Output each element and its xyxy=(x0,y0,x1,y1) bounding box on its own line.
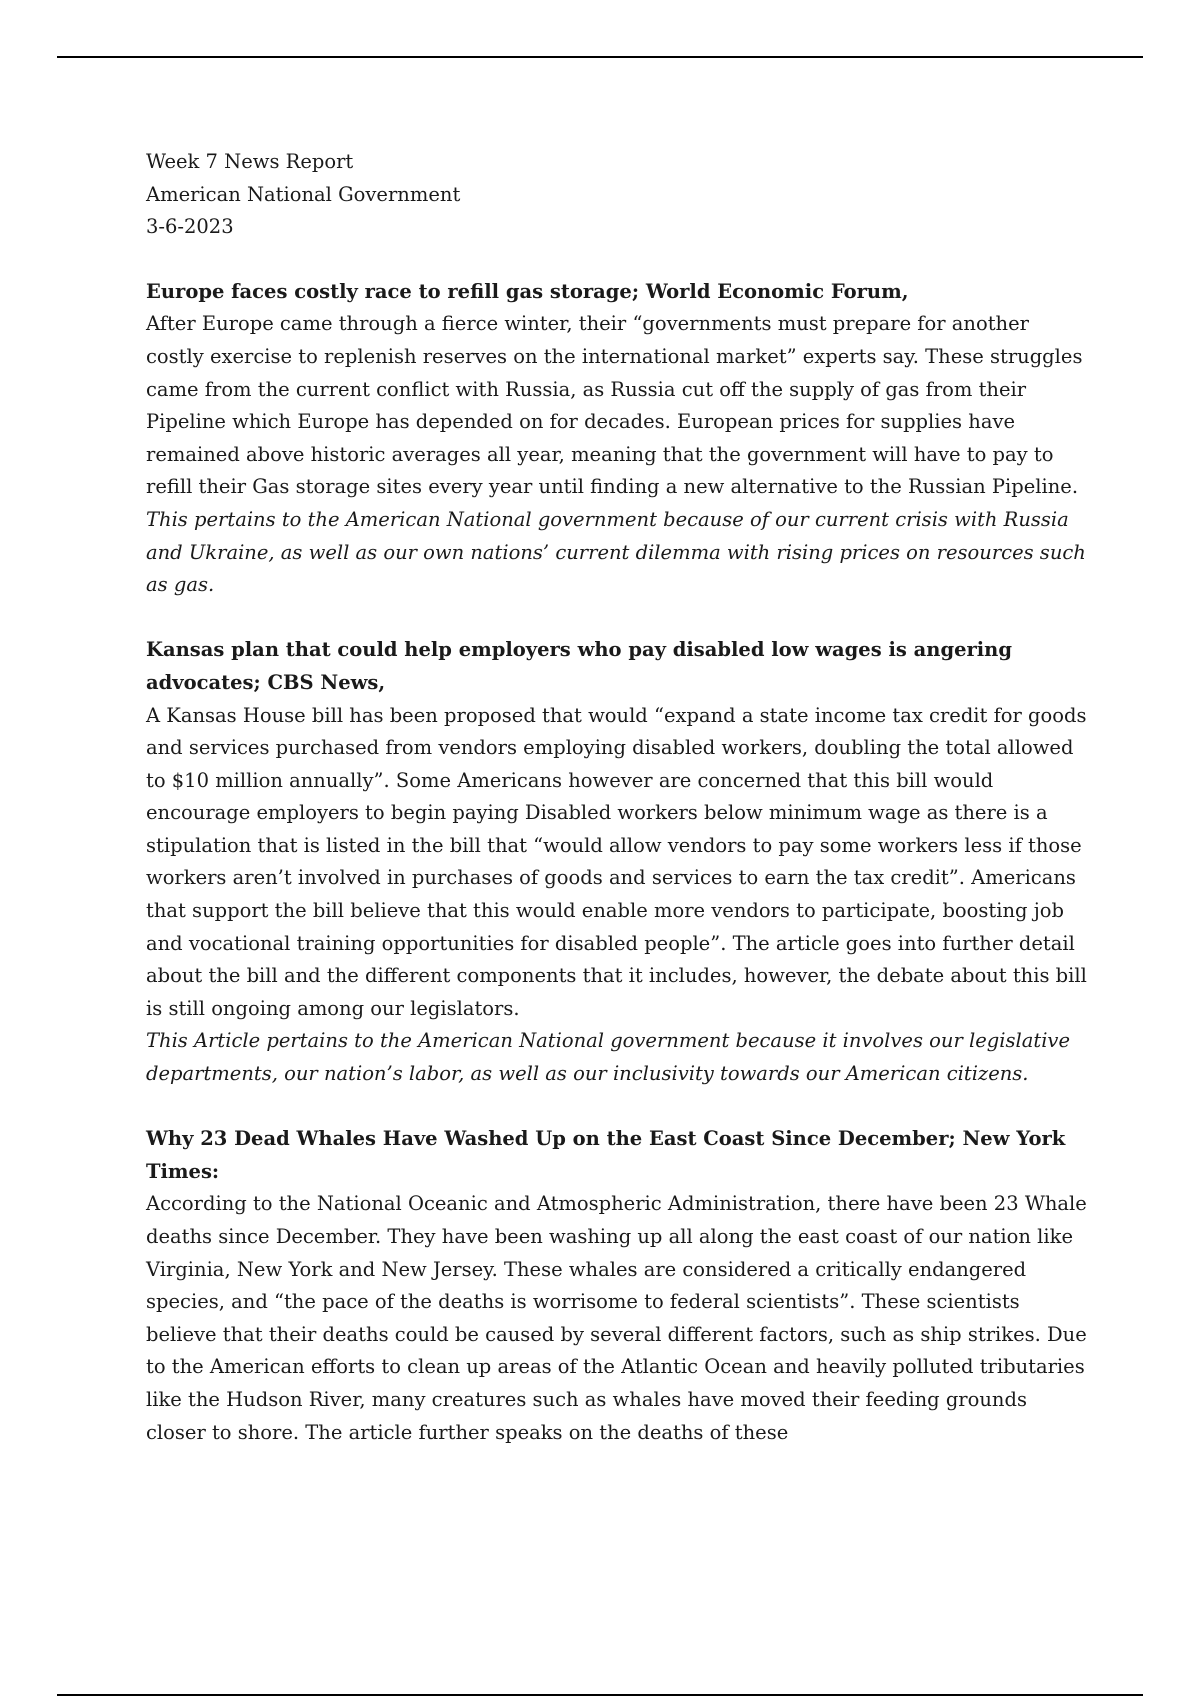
article-relevance: This pertains to the American National government because of our current crisis with Russia and Ukraine, as well as our own nations’ current dilemma with rising prices on resources such as gas. xyxy=(146,507,1086,597)
spacer xyxy=(146,602,1092,635)
article-relevance: This Article pertains to the American National government because it involves our legislative departments, our nation’s labor, as well as our inclusivity towards our American citizens. xyxy=(146,1029,1070,1086)
bottom-rule xyxy=(57,1694,1143,1696)
top-rule xyxy=(57,56,1143,58)
article-title: Kansas plan that could help employers who pay disabled low wages is angering advocates; CBS News, xyxy=(146,638,1012,694)
spacer xyxy=(146,244,1092,276)
article-summary-text: After Europe came through a fierce winter, their “governments must prepare for another costly exercise to replenish reserves on the international market” experts say. These struggles came from the current conflict with Russia, as Russia cut off the supply of gas from their Pipeline which Europe has depended on for decades. European prices for supplies have remained above historic averages all year, meaning that the government will have to pay to refill their Gas storage sites every year until finding a new alternative to the Russian Pipeline. xyxy=(146,312,1083,499)
spacer xyxy=(146,1091,1092,1124)
article-dead-whales xyxy=(146,1123,1092,1449)
assignment-title: Week 7 News Report xyxy=(146,150,354,173)
article-summary: A Kansas House bill has been proposed that would “expand a state income tax credit for goods and services purchased from vendors employing disabled workers, doubling the total allowed to $10 million annually”. Some Americans however are concerned that this bill would encourage employers to begin paying Disabled workers below minimum wage as there is a stipulation that is listed in the bill that “would allow vendors to pay some workers less if those workers aren’t involved in purchases of goods and services to earn the tax credit”. Americans that support the bill believe that this would enable more vendors to participate, boosting job and vocational training opportunities for disabled people”. The article goes into further detail about the bill and the different components that it includes, however, the debate about this bill is still ongoing among our legislators. xyxy=(146,703,1087,1020)
article-kansas-bill xyxy=(146,634,1092,1090)
article-title: Europe faces costly race to refill gas storage; World Economic Forum, xyxy=(146,279,909,303)
article-summary: According to the National Oceanic and Atmospheric Administration, there have been 23 Whale deaths since December. They have been washing up all along the east coast of our nation like Virginia, New York and New Jersey. These whales are considered a critically endangered species, and “the pace of the deaths is worrisome to federal scientists”. These scientists believe that their deaths could be caused by several different factors, such as ship strikes. Due to the American efforts to clean up areas of the Atlantic Ocean and heavily polluted tributaries like the Hudson River, many creatures such as whales have moved their feeding grounds closer to shore. The article further speaks on the deaths of these xyxy=(146,1192,1087,1444)
article-summary xyxy=(146,308,1092,601)
document-body xyxy=(146,146,1092,1449)
document-header xyxy=(146,146,1092,244)
report-date: 3-6-2023 xyxy=(146,215,234,239)
article-europe-gas xyxy=(146,276,1092,602)
course-name: American National Government xyxy=(146,182,461,206)
article-title: Why 23 Dead Whales Have Washed Up on the East Coast Since December; New York Times: xyxy=(146,1127,1066,1183)
